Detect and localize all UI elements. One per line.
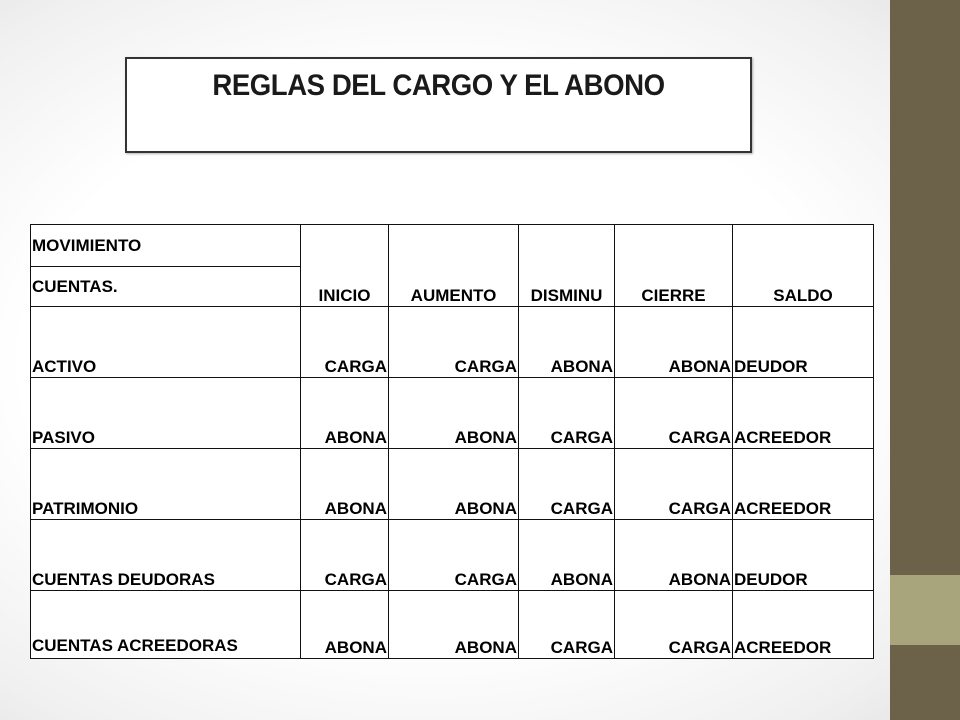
value-cell: ABONA	[301, 591, 389, 659]
value-cell: ACREEDOR	[733, 378, 874, 449]
page-title: REGLAS DEL CARGO Y EL ABONO	[212, 69, 665, 102]
rules-table	[30, 224, 874, 659]
value-cell: ABONA	[301, 378, 389, 449]
title-box	[125, 57, 752, 153]
cuenta-cell: CUENTAS ACREEDORAS	[31, 591, 301, 659]
value-cell: ABONA	[389, 449, 519, 520]
cuenta-cell: PATRIMONIO	[31, 449, 301, 520]
sidebar-accent-block	[890, 575, 960, 645]
table-row	[31, 520, 874, 591]
cuenta-cell: CUENTAS DEUDORAS	[31, 520, 301, 591]
value-cell: ABONA	[615, 520, 733, 591]
table-row	[31, 378, 874, 449]
header-aumento: AUMENTO	[389, 225, 519, 307]
value-cell: ABONA	[301, 449, 389, 520]
value-cell: ABONA	[389, 591, 519, 659]
value-cell: CARGA	[615, 378, 733, 449]
value-cell: ABONA	[615, 307, 733, 378]
value-cell: CARGA	[301, 520, 389, 591]
value-cell: CARGA	[519, 449, 615, 520]
value-cell: CARGA	[389, 307, 519, 378]
value-cell: CARGA	[389, 520, 519, 591]
table-row	[31, 449, 874, 520]
value-cell: CARGA	[301, 307, 389, 378]
value-cell: ACREEDOR	[733, 591, 874, 659]
value-cell: CARGA	[615, 591, 733, 659]
value-cell: CARGA	[615, 449, 733, 520]
header-cierre: CIERRE	[615, 225, 733, 307]
header-saldo: SALDO	[733, 225, 874, 307]
value-cell: ABONA	[519, 520, 615, 591]
value-cell: DEUDOR	[733, 307, 874, 378]
value-cell: CARGA	[519, 378, 615, 449]
cuenta-cell: ACTIVO	[31, 307, 301, 378]
header-cuentas: CUENTAS.	[31, 267, 301, 307]
header-disminu: DISMINU	[519, 225, 615, 307]
header-inicio: INICIO	[301, 225, 389, 307]
value-cell: ACREEDOR	[733, 449, 874, 520]
value-cell: DEUDOR	[733, 520, 874, 591]
value-cell: ABONA	[519, 307, 615, 378]
cuenta-cell: PASIVO	[31, 378, 301, 449]
table-header-row	[31, 225, 874, 267]
value-cell: CARGA	[519, 591, 615, 659]
header-movimiento: MOVIMIENTO	[31, 225, 301, 267]
value-cell: ABONA	[389, 378, 519, 449]
table-row	[31, 307, 874, 378]
table-row	[31, 591, 874, 659]
